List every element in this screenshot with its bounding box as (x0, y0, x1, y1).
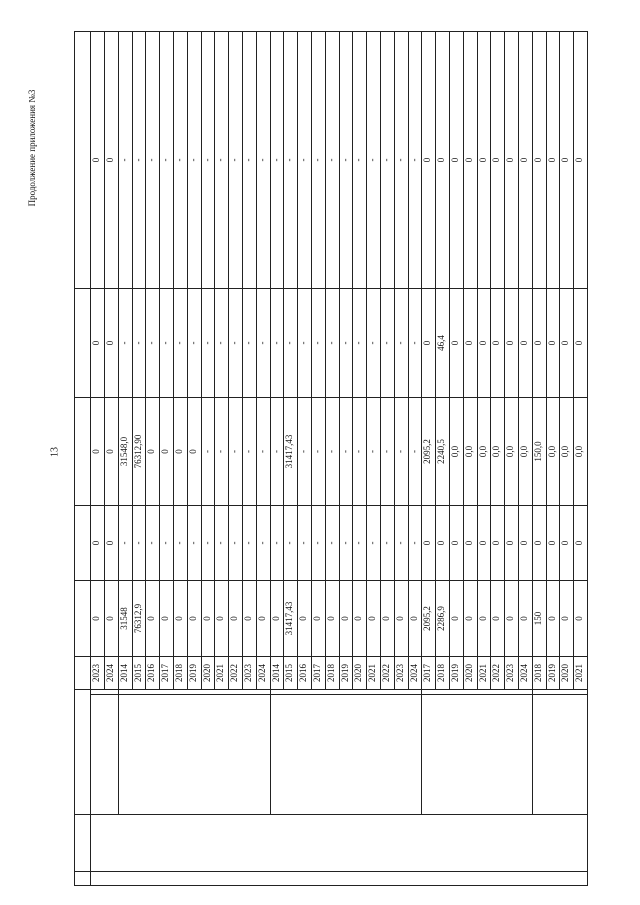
value-cell: 0 (160, 398, 174, 506)
value-cell: - (353, 506, 367, 581)
value-cell: 0 (491, 32, 505, 289)
value-cell: 0 (560, 506, 574, 581)
value-cell: 0 (532, 289, 546, 398)
value-cell: - (339, 289, 353, 398)
year-cell: 2014 (270, 657, 284, 690)
spacer-cell (422, 690, 532, 695)
column-header (75, 506, 91, 581)
value-cell: 0 (215, 581, 229, 657)
value-cell: - (394, 506, 408, 581)
column-header (75, 581, 91, 657)
value-cell: - (215, 289, 229, 398)
executor-label (118, 695, 270, 815)
year-cell: 2018 (436, 657, 450, 690)
value-cell: 0 (519, 581, 533, 657)
value-cell: 0 (105, 289, 119, 398)
value-cell: 0 (450, 289, 464, 398)
year-cell: 2021 (215, 657, 229, 690)
value-cell: - (367, 398, 381, 506)
value-cell: - (381, 289, 395, 398)
year-cell: 2016 (146, 657, 160, 690)
table-row (118, 32, 132, 886)
year-cell: 2019 (187, 657, 201, 690)
value-cell: 31417,43 (284, 581, 298, 657)
year-cell: 2015 (132, 657, 146, 690)
value-cell: 0 (105, 32, 119, 289)
value-cell: - (353, 398, 367, 506)
table-row (422, 32, 436, 886)
value-cell: 0 (146, 581, 160, 657)
value-cell: - (187, 32, 201, 289)
value-cell: 0 (187, 398, 201, 506)
value-cell: - (187, 506, 201, 581)
value-cell: 46,4 (436, 289, 450, 398)
executor-label (91, 695, 119, 815)
value-cell: 0 (91, 581, 105, 657)
value-cell: - (325, 506, 339, 581)
value-cell: 0 (560, 32, 574, 289)
value-cell: 0 (505, 32, 519, 289)
table-row (91, 32, 105, 886)
value-cell: 0 (229, 581, 243, 657)
year-cell: 2022 (491, 657, 505, 690)
value-cell: 0,0 (491, 398, 505, 506)
value-cell: 2095,2 (422, 581, 436, 657)
year-cell: 2020 (353, 657, 367, 690)
value-cell: - (270, 506, 284, 581)
budget-table (74, 31, 588, 886)
value-cell: - (160, 506, 174, 581)
value-cell: 0 (353, 581, 367, 657)
year-cell: 2017 (160, 657, 174, 690)
value-cell: - (284, 32, 298, 289)
value-cell: 0 (477, 289, 491, 398)
value-cell: - (174, 32, 188, 289)
value-cell: - (339, 398, 353, 506)
value-cell: - (243, 506, 257, 581)
value-cell: 150 (532, 581, 546, 657)
value-cell: 76312,90 (132, 398, 146, 506)
year-cell: 2021 (574, 657, 588, 690)
value-cell: 0 (477, 506, 491, 581)
value-cell: 0 (298, 581, 312, 657)
value-cell: 0,0 (477, 398, 491, 506)
value-cell: - (284, 506, 298, 581)
value-cell: 0 (574, 581, 588, 657)
value-cell: 2286,9 (436, 581, 450, 657)
year-cell: 2022 (229, 657, 243, 690)
value-cell: 0 (519, 32, 533, 289)
value-cell: - (408, 398, 422, 506)
rotated-table-container (74, 32, 588, 886)
value-cell: 0 (491, 289, 505, 398)
value-cell: 0 (146, 398, 160, 506)
year-cell: 2017 (422, 657, 436, 690)
value-cell: 0 (505, 506, 519, 581)
value-cell: - (229, 289, 243, 398)
value-cell: 0,0 (519, 398, 533, 506)
year-cell: 2020 (560, 657, 574, 690)
value-cell: 0 (105, 506, 119, 581)
value-cell: - (201, 289, 215, 398)
column-header (75, 32, 91, 289)
value-cell: - (339, 32, 353, 289)
value-cell: 0,0 (546, 398, 560, 506)
value-cell: 0 (243, 581, 257, 657)
value-cell: 0 (546, 506, 560, 581)
value-cell: - (118, 506, 132, 581)
value-cell: 0 (381, 581, 395, 657)
value-cell: 0 (477, 32, 491, 289)
value-cell: - (312, 32, 326, 289)
value-cell: 0 (519, 506, 533, 581)
value-cell: - (201, 32, 215, 289)
year-cell: 2022 (381, 657, 395, 690)
value-cell: 0 (505, 289, 519, 398)
value-cell: 2095,2 (422, 398, 436, 506)
value-cell: 31548,0 (118, 398, 132, 506)
year-cell: 2018 (174, 657, 188, 690)
spacer-cell (91, 690, 119, 695)
year-cell: 2020 (463, 657, 477, 690)
value-cell: - (312, 506, 326, 581)
value-cell: 0 (463, 32, 477, 289)
col2-cell (91, 815, 588, 872)
value-cell: - (132, 506, 146, 581)
value-cell: 0 (174, 398, 188, 506)
year-cell: 2018 (325, 657, 339, 690)
value-cell: 0 (477, 581, 491, 657)
year-cell: 2019 (450, 657, 464, 690)
year-cell: 2024 (256, 657, 270, 690)
spacer-cell (270, 690, 422, 695)
value-cell: 0,0 (450, 398, 464, 506)
value-cell: 0 (105, 581, 119, 657)
value-cell: - (325, 289, 339, 398)
value-cell: - (243, 289, 257, 398)
value-cell: 0 (422, 32, 436, 289)
value-cell: 0 (560, 581, 574, 657)
value-cell: 0,0 (505, 398, 519, 506)
value-cell: 0 (546, 289, 560, 398)
value-cell: - (353, 289, 367, 398)
value-cell: - (229, 506, 243, 581)
year-cell: 2023 (91, 657, 105, 690)
value-cell: - (256, 506, 270, 581)
value-cell: 0 (325, 581, 339, 657)
value-cell: - (367, 32, 381, 289)
value-cell: 76312,9 (132, 581, 146, 657)
year-cell: 2018 (532, 657, 546, 690)
value-cell: - (270, 398, 284, 506)
value-cell: - (270, 289, 284, 398)
value-cell: - (367, 289, 381, 398)
value-cell: 0 (519, 289, 533, 398)
year-cell: 2017 (312, 657, 326, 690)
value-cell: - (270, 32, 284, 289)
executor-label (532, 695, 587, 815)
value-cell: - (174, 506, 188, 581)
value-cell: - (312, 289, 326, 398)
value-cell: - (201, 398, 215, 506)
value-cell: - (146, 506, 160, 581)
value-cell: 31548 (118, 581, 132, 657)
value-cell: - (160, 32, 174, 289)
value-cell: 0 (339, 581, 353, 657)
year-cell: 2024 (408, 657, 422, 690)
value-cell: 0 (560, 289, 574, 398)
value-cell: 0 (463, 581, 477, 657)
appendix-note: Продолжение приложения №3 (27, 89, 37, 207)
value-cell: 0 (491, 506, 505, 581)
table-row (532, 32, 546, 886)
value-cell: - (229, 398, 243, 506)
value-cell: 0 (394, 581, 408, 657)
value-cell: 0,0 (574, 398, 588, 506)
value-cell: 0 (450, 506, 464, 581)
value-cell: 0 (367, 581, 381, 657)
value-cell: - (229, 32, 243, 289)
value-cell: 0 (422, 506, 436, 581)
value-cell: - (284, 289, 298, 398)
value-cell: - (381, 398, 395, 506)
value-cell: 0 (450, 32, 464, 289)
value-cell: - (146, 289, 160, 398)
value-cell: 0 (491, 581, 505, 657)
value-cell: 0 (546, 32, 560, 289)
value-cell: 0 (436, 32, 450, 289)
column-header (75, 872, 91, 886)
value-cell: - (408, 32, 422, 289)
value-cell: 0 (436, 506, 450, 581)
value-cell: - (146, 32, 160, 289)
value-cell: 0 (532, 32, 546, 289)
value-cell: - (325, 398, 339, 506)
value-cell: - (118, 32, 132, 289)
column-header (75, 398, 91, 506)
value-cell: - (298, 398, 312, 506)
value-cell: 150,0 (532, 398, 546, 506)
value-cell: 0 (463, 506, 477, 581)
spacer-cell (532, 690, 587, 695)
value-cell: 0 (270, 581, 284, 657)
value-cell: - (243, 32, 257, 289)
value-cell: - (298, 506, 312, 581)
value-cell: 0 (312, 581, 326, 657)
value-cell: 0 (532, 506, 546, 581)
column-header (75, 815, 91, 872)
value-cell: 0 (574, 32, 588, 289)
value-cell: - (408, 506, 422, 581)
year-cell: 2016 (298, 657, 312, 690)
value-cell: 2240,5 (436, 398, 450, 506)
value-cell: - (394, 289, 408, 398)
value-cell: 0 (160, 581, 174, 657)
value-cell: - (339, 506, 353, 581)
value-cell: 31417,43 (284, 398, 298, 506)
value-cell: - (132, 289, 146, 398)
year-cell: 2019 (339, 657, 353, 690)
year-cell: 2014 (118, 657, 132, 690)
executor-label (422, 695, 532, 815)
value-cell: - (298, 289, 312, 398)
value-cell: 0 (422, 289, 436, 398)
value-cell: 0 (546, 581, 560, 657)
executor-label (270, 695, 422, 815)
value-cell: - (201, 506, 215, 581)
column-header (75, 657, 91, 690)
value-cell: 0 (450, 581, 464, 657)
value-cell: 0 (174, 581, 188, 657)
value-cell: - (187, 289, 201, 398)
value-cell: 0 (463, 289, 477, 398)
value-cell: 0,0 (463, 398, 477, 506)
value-cell: - (312, 398, 326, 506)
value-cell: - (381, 506, 395, 581)
value-cell: 0 (505, 581, 519, 657)
value-cell: - (353, 32, 367, 289)
value-cell: - (160, 289, 174, 398)
value-cell: - (394, 398, 408, 506)
year-cell: 2023 (505, 657, 519, 690)
value-cell: 0 (256, 581, 270, 657)
value-cell: - (381, 32, 395, 289)
spacer-cell (118, 690, 270, 695)
value-cell: 0 (408, 581, 422, 657)
col1-cell (91, 872, 588, 886)
value-cell: - (394, 32, 408, 289)
value-cell: - (256, 289, 270, 398)
column-header (75, 690, 91, 815)
value-cell: - (325, 32, 339, 289)
page-number: 13 (49, 447, 61, 457)
value-cell: - (256, 398, 270, 506)
header-row (75, 32, 91, 886)
value-cell: - (243, 398, 257, 506)
value-cell: - (408, 289, 422, 398)
value-cell: 0 (91, 506, 105, 581)
value-cell: 0 (91, 289, 105, 398)
value-cell: - (118, 289, 132, 398)
year-cell: 2021 (367, 657, 381, 690)
value-cell: - (132, 32, 146, 289)
value-cell: - (215, 32, 229, 289)
value-cell: 0,0 (560, 398, 574, 506)
value-cell: 0 (574, 289, 588, 398)
value-cell: 0 (91, 32, 105, 289)
value-cell: - (215, 398, 229, 506)
year-cell: 2023 (243, 657, 257, 690)
table-row (270, 32, 284, 886)
value-cell: - (174, 289, 188, 398)
value-cell: 0 (201, 581, 215, 657)
year-cell: 2019 (546, 657, 560, 690)
year-cell: 2015 (284, 657, 298, 690)
year-cell: 2021 (477, 657, 491, 690)
value-cell: - (215, 506, 229, 581)
column-header (75, 289, 91, 398)
year-cell: 2024 (105, 657, 119, 690)
value-cell: - (367, 506, 381, 581)
value-cell: - (298, 32, 312, 289)
value-cell: - (256, 32, 270, 289)
year-cell: 2023 (394, 657, 408, 690)
year-cell: 2020 (201, 657, 215, 690)
value-cell: 0 (574, 506, 588, 581)
value-cell: 0 (187, 581, 201, 657)
value-cell: 0 (91, 398, 105, 506)
value-cell: 0 (105, 398, 119, 506)
year-cell: 2024 (519, 657, 533, 690)
